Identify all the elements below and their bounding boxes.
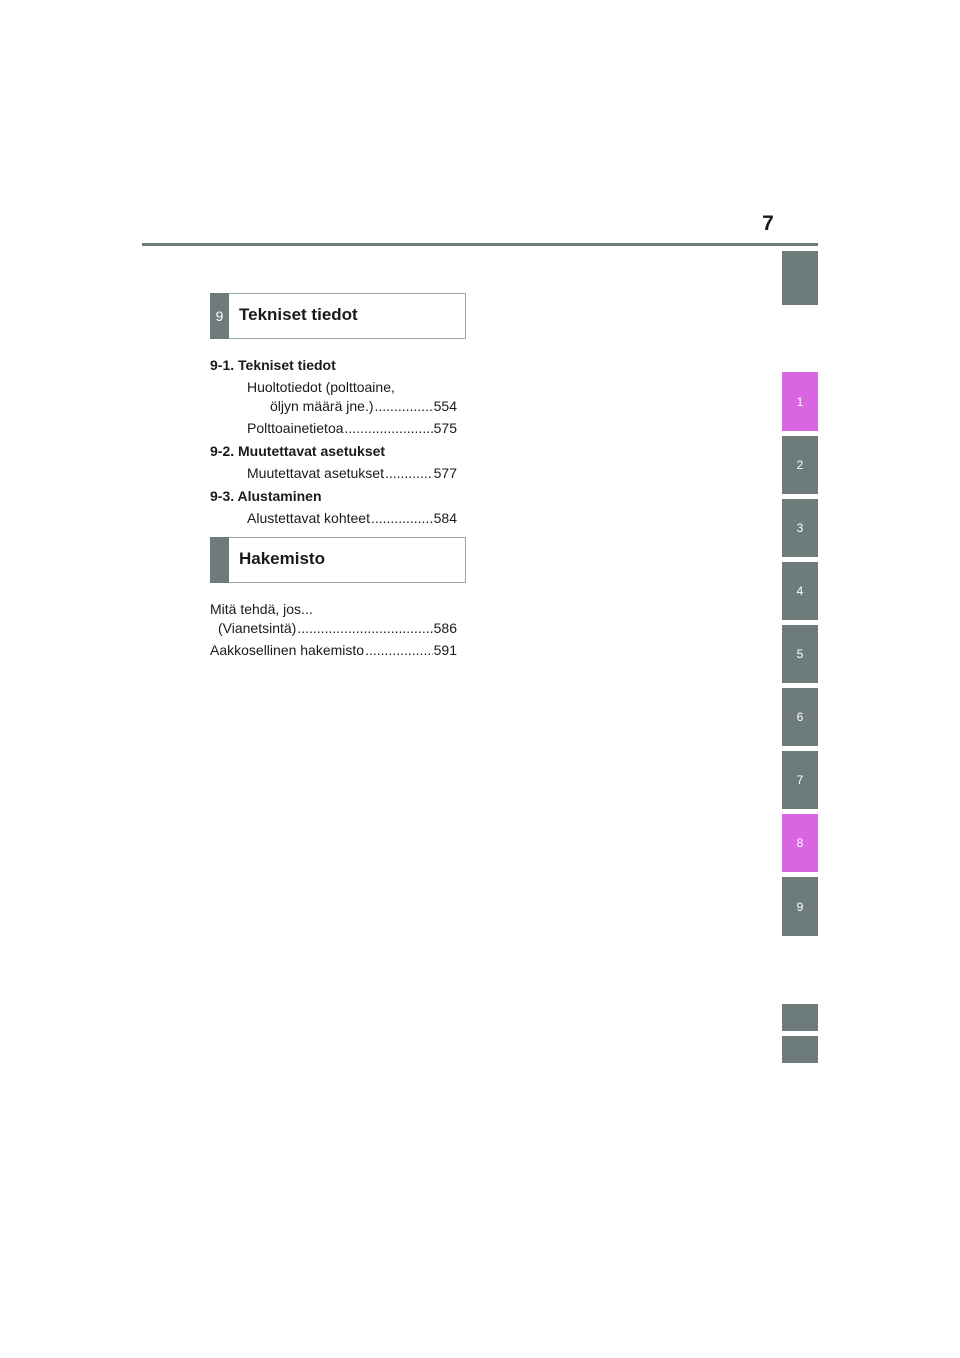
toc-entry-page: 575 <box>433 420 457 436</box>
side-tab-blank-top[interactable] <box>782 251 818 305</box>
side-tab-5[interactable] <box>782 625 818 683</box>
side-tab-label: 9 <box>796 899 804 914</box>
dot-leader <box>297 620 432 637</box>
side-tab-blank-index-2[interactable] <box>782 1036 818 1063</box>
toc-entry-text: Alustettavat kohteet <box>247 510 370 526</box>
header-rule <box>142 243 818 246</box>
dot-leader <box>365 642 433 659</box>
toc-entry-text: Aakkosellinen hakemisto <box>210 642 365 658</box>
dot-leader <box>371 510 433 527</box>
dot-leader <box>345 420 433 437</box>
toc-entry-page: 586 <box>433 620 457 636</box>
side-tab-label: 2 <box>796 458 804 472</box>
side-tab-label: 4 <box>796 584 804 598</box>
toc-entry-page: 577 <box>433 465 457 481</box>
side-tab-7[interactable] <box>782 751 818 809</box>
side-tab-1[interactable] <box>782 372 818 431</box>
side-tab-label: 3 <box>796 521 804 535</box>
side-tab-label: 5 <box>796 647 804 661</box>
toc-entry-page: 554 <box>433 398 457 414</box>
side-tab-8[interactable] <box>782 814 818 872</box>
side-tab-9[interactable] <box>782 877 818 936</box>
toc-entry-text: Muutettavat asetukset <box>247 465 384 481</box>
subsection-heading-9-1[interactable]: 9-1. Tekniset tiedot <box>210 357 336 373</box>
toc-entry-huoltotiedot[interactable] <box>270 398 457 415</box>
side-tab-label: 7 <box>796 773 804 787</box>
toc-entry-vianetsinta[interactable] <box>218 620 457 637</box>
page-number: 7 <box>762 212 774 235</box>
section-header-tekniset-tiedot <box>210 293 466 339</box>
toc-entry-page: 584 <box>433 510 457 526</box>
side-tab-6[interactable] <box>782 688 818 746</box>
toc-entry-text: (Vianetsintä) <box>218 620 297 636</box>
side-tab-2[interactable] <box>782 436 818 494</box>
dot-leader <box>375 398 433 415</box>
toc-entry-muutettavat-asetukset[interactable] <box>247 465 457 482</box>
side-tab-blank-index-1[interactable] <box>782 1004 818 1031</box>
toc-entry-aakkosellinen-hakemisto[interactable] <box>210 642 457 659</box>
side-tab-label: 8 <box>796 836 804 850</box>
toc-entry-text: öljyn määrä jne.) <box>270 398 374 414</box>
side-tab-label: 1 <box>796 394 804 409</box>
section-number: 9 <box>210 293 229 339</box>
toc-entry-page: 591 <box>433 642 457 658</box>
toc-entry-line1[interactable]: Huoltotiedot (polttoaine, <box>247 379 395 395</box>
side-tab-4[interactable] <box>782 562 818 620</box>
toc-entry-text: Polttoainetietoa <box>247 420 344 436</box>
subsection-heading-9-2[interactable]: 9-2. Muutettavat asetukset <box>210 443 386 459</box>
section-title: Hakemisto <box>239 549 325 568</box>
section-header-hakemisto <box>210 537 466 583</box>
toc-entry-polttoainetietoa[interactable] <box>247 420 457 437</box>
toc-entry-line1[interactable]: Mitä tehdä, jos... <box>210 601 313 617</box>
dot-leader <box>385 465 433 482</box>
section-marker <box>210 537 229 583</box>
side-tab-3[interactable] <box>782 499 818 557</box>
section-title: Tekniset tiedot <box>239 305 358 324</box>
toc-entry-alustettavat-kohteet[interactable] <box>247 510 457 527</box>
side-tab-label: 6 <box>796 710 804 724</box>
subsection-heading-9-3[interactable]: 9-3. Alustaminen <box>210 488 322 504</box>
